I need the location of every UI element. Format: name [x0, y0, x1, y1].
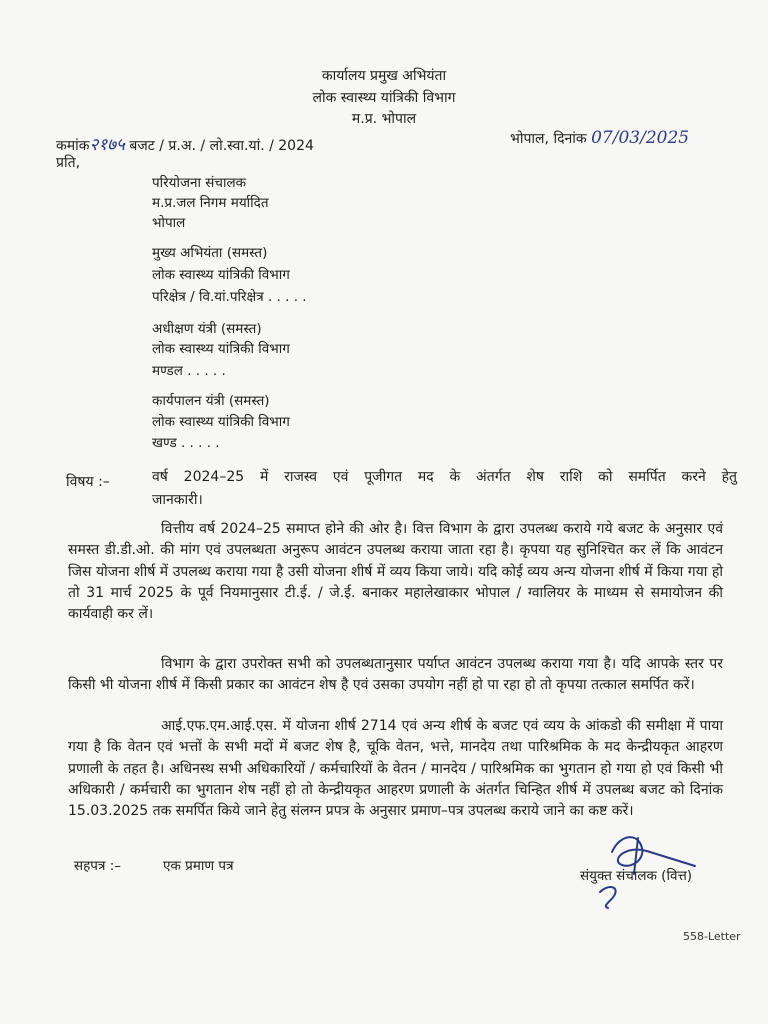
handwritten-date: 07/03/2025	[591, 128, 690, 148]
recipient-2-line-2: लोक स्वास्थ्य यांत्रिकी विभाग	[152, 267, 290, 283]
recipient-3-line-1: अधीक्षण यंत्री (समस्त)	[152, 321, 262, 337]
reference-handwritten-number: २१७५	[89, 135, 125, 155]
recipient-4-line-1: कार्यपालन यंत्री (समस्त)	[152, 393, 270, 409]
to-label: प्रति,	[56, 155, 81, 171]
place-date-label: भोपाल, दिनांक	[510, 131, 587, 147]
subject-label: विषय :–	[66, 474, 110, 490]
subject-line-2: जानकारी।	[152, 492, 203, 508]
signatory-designation: संयुक्त संचालक (वित्त)	[580, 868, 693, 884]
body-paragraph-1: वित्तीय वर्ष 2024–25 समाप्त होने की ओर है। वित्त विभाग के द्वारा उपलब्ध कराये गये बजट के अनुसार एवं समस्त डी.डी.ओ. की मांग एवं उपलब्धता अनुरूप आवंटन उपलब्ध कराया जाता रहा है। कृपया यह सुनिश्चित कर लें कि आवंटन जिस योजना शीर्ष में उपलब्ध कराया गया है उसी योजना शीर्ष में व्यय किया जाये। यदि कोई व्यय अन्य योजना शीर्ष में किया गया हो तो 31 मार्च 2025 के पूर्व नियमानुसार टी.ई. / जे.ई. बनाकर महालेखाकार भोपाल / ग्वालियर के माध्यम से समायोजन की कार्यवाही कर लें।	[68, 521, 723, 623]
place-date-line	[510, 128, 689, 148]
recipient-1-line-1: परियोजना संचालक	[152, 175, 247, 191]
recipient-4-line-3: खण्ड . . . . .	[152, 435, 220, 451]
enclosure-label: सहपत्र :–	[74, 858, 122, 874]
recipient-3-line-3: मण्डल . . . . .	[152, 363, 226, 379]
recipient-4-line-2: लोक स्वास्थ्य यांत्रिकी विभाग	[152, 414, 290, 430]
recipient-2-line-3: परिक्षेत्र / वि.यां.परिक्षेत्र . . . . .	[152, 289, 307, 305]
document-code: 558-Letter	[683, 930, 741, 943]
body-paragraph-2: विभाग के द्वारा उपरोक्त सभी को उपलब्धतानुसार पर्याप्त आवंटन उपलब्ध कराया गया है। यदि आपके स्तर पर किसी भी योजना शीर्ष में किसी प्रकार का आवंटन शेष है एवं उसका उपयोग नहीं हो पा रहा हो तो कृपया तत्काल समर्पित करें।	[68, 656, 723, 694]
reference-number-line	[56, 132, 314, 155]
reference-prefix: कमांक	[56, 138, 90, 154]
recipient-3-line-2: लोक स्वास्थ्य यांत्रिकी विभाग	[152, 341, 290, 357]
recipient-2-line-1: मुख्य अभियंता (समस्त)	[152, 245, 268, 261]
reference-rest: बजट / प्र.अ. / लो.स्वा.यां. / 2024	[129, 138, 314, 154]
recipient-1-line-3: भोपाल	[152, 215, 186, 231]
office-location: म.प्र. भोपाल	[351, 111, 417, 127]
subject-line-1: वर्ष 2024–25 में राजस्व एवं पूजीगत मद के अंतर्गत शेष राशि को समर्पित करने हेतु	[152, 469, 737, 485]
department-name: लोक स्वास्थ्य यांत्रिकी विभाग	[312, 90, 456, 106]
office-name: कार्यालय प्रमुख अभियंता	[321, 68, 447, 84]
body-paragraph-3: आई.एफ.एम.आई.एस. में योजना शीर्ष 2714 एवं अन्य शीर्ष के बजट एवं व्यय के आंकडो की समीक्षा में पाया गया है कि वेतन एवं भत्तों के सभी मदों में बजट शेष है, चूकि वेतन, भत्ते, मानदेय तथा पारिश्रमिक के मद केन्द्रीयकृत आहरण प्रणाली के तहत है। अधिनस्थ सभी अधिकारियों / कर्मचारियों के वेतन / मानदेय / पारिश्रमिक का भुगतान हो गया हो एवं किसी भी अधिकारी / कर्मचारी का भुगतान शेष नहीं हो तो केन्द्रीयकृत आहरण प्रणाली के अंतर्गत चिन्हित शीर्ष में उपलब्ध बजट को दिनांक 15.03.2025 तक समर्पित किये जाने हेतु संलग्न प्रपत्र के अनुसार प्रमाण–पत्र उपलब्ध कराये जाने का कष्ट करें।	[68, 718, 723, 820]
recipient-1-line-2: म.प्र.जल निगम मर्यादित	[152, 195, 269, 211]
enclosure-text: एक प्रमाण पत्र	[163, 858, 234, 874]
